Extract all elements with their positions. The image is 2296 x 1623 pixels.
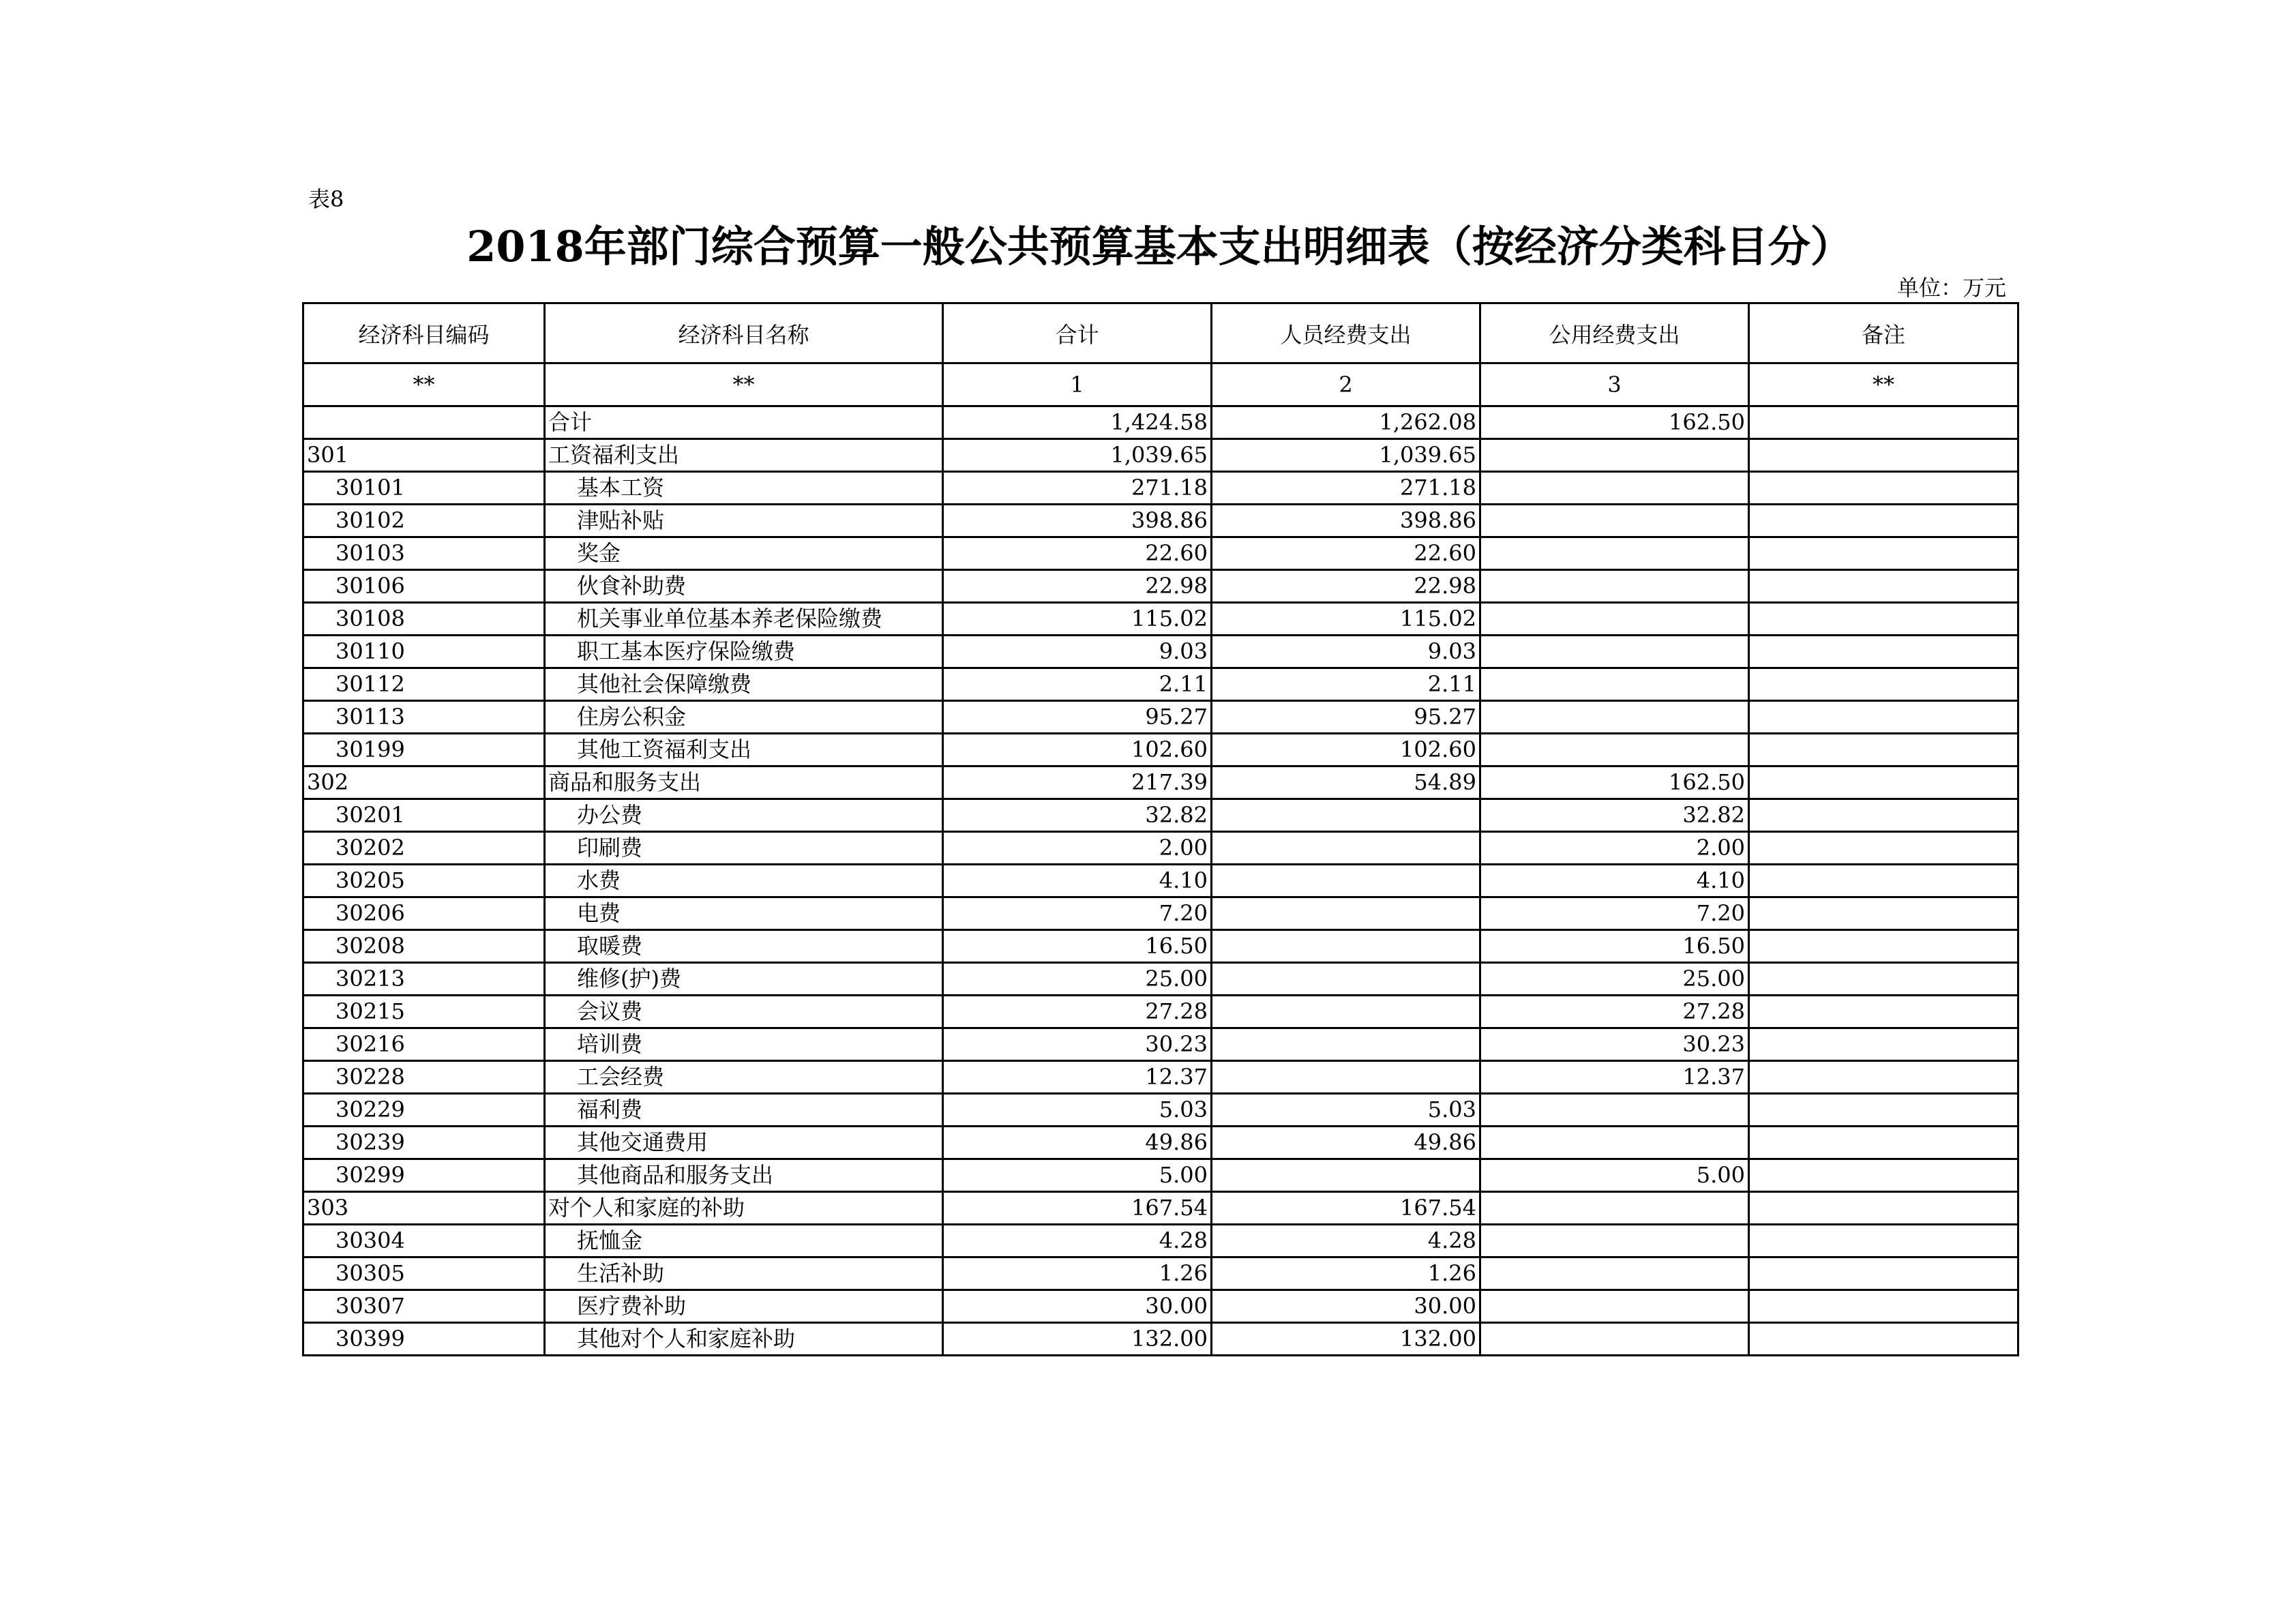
table-row [303,472,2018,505]
cell-name: 职工基本医疗保险缴费 [545,636,943,668]
cell-total: 2.11 [943,668,1212,701]
cell-public: 162.50 [1480,766,1749,799]
cell-name: 对个人和家庭的补助 [545,1192,943,1225]
cell-code: 30399 [303,1323,545,1356]
table-row [303,1028,2018,1061]
cell-code: 303 [303,1192,545,1225]
cell-code: 30202 [303,832,545,865]
cell-total: 4.28 [943,1225,1212,1257]
table-row [303,766,2018,799]
cell-note [1749,963,2018,996]
cell-public: 2.00 [1480,832,1749,865]
cell-name: 生活补助 [545,1257,943,1290]
cell-name: 工会经费 [545,1061,943,1094]
cell-total: 16.50 [943,930,1212,963]
cell-public [1480,1127,1749,1159]
cell-personnel: 54.89 [1212,766,1480,799]
cell-note [1749,1290,2018,1323]
table-row [303,1225,2018,1257]
cell-note [1749,1192,2018,1225]
cell-name: 电费 [545,897,943,930]
cell-public [1480,668,1749,701]
cell-code: 30304 [303,1225,545,1257]
cell-name: 机关事业单位基本养老保险缴费 [545,603,943,636]
cell-public [1480,472,1749,505]
column-header-total: 合计 [943,303,1212,363]
cell-name: 会议费 [545,996,943,1028]
cell-personnel: 30.00 [1212,1290,1480,1323]
cell-total: 1,424.58 [943,406,1212,439]
column-index-public: 3 [1480,363,1749,406]
cell-code: 30299 [303,1159,545,1192]
cell-note [1749,1159,2018,1192]
cell-total: 5.00 [943,1159,1212,1192]
cell-personnel [1212,1061,1480,1094]
cell-public [1480,537,1749,570]
cell-public: 16.50 [1480,930,1749,963]
cell-note [1749,832,2018,865]
cell-total: 5.03 [943,1094,1212,1127]
cell-personnel: 1,039.65 [1212,439,1480,472]
cell-public: 27.28 [1480,996,1749,1028]
cell-name: 维修(护)费 [545,963,943,996]
cell-code: 30305 [303,1257,545,1290]
table-row [303,865,2018,897]
column-header-name: 经济科目名称 [545,303,943,363]
cell-note [1749,636,2018,668]
table-row [303,439,2018,472]
cell-name: 取暖费 [545,930,943,963]
cell-public [1480,1290,1749,1323]
cell-personnel: 102.60 [1212,734,1480,766]
table-label: 表8 [308,186,344,212]
cell-personnel: 1,262.08 [1212,406,1480,439]
cell-personnel: 49.86 [1212,1127,1480,1159]
cell-name: 医疗费补助 [545,1290,943,1323]
unit-label: 单位：万元 [1896,275,2006,301]
cell-code: 30113 [303,701,545,734]
cell-note [1749,701,2018,734]
cell-note [1749,668,2018,701]
cell-total: 1.26 [943,1257,1212,1290]
cell-code: 30228 [303,1061,545,1094]
cell-personnel [1212,1028,1480,1061]
budget-table [302,302,2019,1356]
cell-code: 30206 [303,897,545,930]
cell-public [1480,1192,1749,1225]
table-row [303,897,2018,930]
cell-note [1749,996,2018,1028]
cell-note [1749,930,2018,963]
cell-name: 其他对个人和家庭补助 [545,1323,943,1356]
column-index-note: ** [1749,363,2018,406]
cell-public: 30.23 [1480,1028,1749,1061]
cell-total: 1,039.65 [943,439,1212,472]
cell-code: 302 [303,766,545,799]
cell-total: 30.23 [943,1028,1212,1061]
column-index-total: 1 [943,363,1212,406]
cell-name: 福利费 [545,1094,943,1127]
cell-total: 398.86 [943,505,1212,537]
cell-public [1480,603,1749,636]
cell-note [1749,734,2018,766]
cell-public [1480,734,1749,766]
table-row [303,1159,2018,1192]
cell-public: 4.10 [1480,865,1749,897]
cell-code: 30102 [303,505,545,537]
cell-public: 12.37 [1480,1061,1749,1094]
cell-note [1749,537,2018,570]
table-row [303,930,2018,963]
table-row [303,963,2018,996]
cell-note [1749,1061,2018,1094]
cell-public [1480,1094,1749,1127]
cell-total: 217.39 [943,766,1212,799]
cell-total: 22.98 [943,570,1212,603]
cell-name: 印刷费 [545,832,943,865]
cell-total: 32.82 [943,799,1212,832]
cell-total: 22.60 [943,537,1212,570]
cell-name: 其他工资福利支出 [545,734,943,766]
cell-code: 30103 [303,537,545,570]
cell-code: 30307 [303,1290,545,1323]
table-row [303,603,2018,636]
table-row [303,1127,2018,1159]
cell-personnel [1212,963,1480,996]
cell-public [1480,701,1749,734]
cell-code: 30213 [303,963,545,996]
cell-name: 伙食补助费 [545,570,943,603]
table-body [303,406,2018,1356]
cell-code: 30215 [303,996,545,1028]
cell-total: 4.10 [943,865,1212,897]
cell-code: 30239 [303,1127,545,1159]
cell-code: 30201 [303,799,545,832]
table-row [303,570,2018,603]
cell-personnel [1212,832,1480,865]
cell-total: 2.00 [943,832,1212,865]
cell-personnel: 271.18 [1212,472,1480,505]
table-row [303,799,2018,832]
cell-personnel: 132.00 [1212,1323,1480,1356]
cell-total: 25.00 [943,963,1212,996]
cell-public: 5.00 [1480,1159,1749,1192]
table-row [303,701,2018,734]
table-row [303,1192,2018,1225]
cell-note [1749,799,2018,832]
cell-code: 30205 [303,865,545,897]
column-header-code: 经济科目编码 [303,303,545,363]
cell-code: 30216 [303,1028,545,1061]
cell-personnel [1212,799,1480,832]
column-index-personnel: 2 [1212,363,1480,406]
cell-note [1749,865,2018,897]
cell-personnel: 115.02 [1212,603,1480,636]
cell-personnel: 1.26 [1212,1257,1480,1290]
cell-note [1749,570,2018,603]
cell-note [1749,1257,2018,1290]
cell-note [1749,1225,2018,1257]
cell-note [1749,406,2018,439]
cell-note [1749,1028,2018,1061]
column-header-personnel: 人员经费支出 [1212,303,1480,363]
cell-total: 115.02 [943,603,1212,636]
table-row [303,1290,2018,1323]
table-row [303,1257,2018,1290]
cell-note [1749,766,2018,799]
cell-name: 奖金 [545,537,943,570]
table-row [303,537,2018,570]
cell-personnel: 2.11 [1212,668,1480,701]
column-index-code: ** [303,363,545,406]
cell-personnel: 22.60 [1212,537,1480,570]
cell-total: 167.54 [943,1192,1212,1225]
cell-note [1749,603,2018,636]
cell-total: 7.20 [943,897,1212,930]
cell-public [1480,1323,1749,1356]
cell-note [1749,1127,2018,1159]
table-row [303,1094,2018,1127]
cell-code: 30208 [303,930,545,963]
table-row [303,406,2018,439]
cell-note [1749,1323,2018,1356]
cell-name: 办公费 [545,799,943,832]
table-row [303,668,2018,701]
cell-personnel [1212,930,1480,963]
cell-note [1749,472,2018,505]
cell-note [1749,505,2018,537]
cell-name: 基本工资 [545,472,943,505]
table-row [303,832,2018,865]
column-index-row [303,363,2018,406]
cell-name: 其他商品和服务支出 [545,1159,943,1192]
cell-name: 培训费 [545,1028,943,1061]
table-row [303,636,2018,668]
cell-public: 7.20 [1480,897,1749,930]
cell-code: 301 [303,439,545,472]
cell-code [303,406,545,439]
table-row [303,996,2018,1028]
cell-public: 162.50 [1480,406,1749,439]
cell-personnel [1212,1159,1480,1192]
cell-personnel: 4.28 [1212,1225,1480,1257]
cell-personnel [1212,897,1480,930]
cell-name: 水费 [545,865,943,897]
column-header-public: 公用经费支出 [1480,303,1749,363]
cell-name: 住房公积金 [545,701,943,734]
cell-name: 工资福利支出 [545,439,943,472]
cell-total: 102.60 [943,734,1212,766]
cell-name: 其他交通费用 [545,1127,943,1159]
cell-note [1749,439,2018,472]
cell-personnel: 9.03 [1212,636,1480,668]
cell-public [1480,1257,1749,1290]
cell-personnel [1212,996,1480,1028]
cell-public [1480,439,1749,472]
cell-personnel: 22.98 [1212,570,1480,603]
column-header-note: 备注 [1749,303,2018,363]
header-row [303,303,2018,363]
table-row [303,1323,2018,1356]
cell-total: 271.18 [943,472,1212,505]
cell-personnel: 398.86 [1212,505,1480,537]
cell-name: 合计 [545,406,943,439]
cell-public: 32.82 [1480,799,1749,832]
cell-code: 30108 [303,603,545,636]
cell-name: 商品和服务支出 [545,766,943,799]
cell-note [1749,1094,2018,1127]
page-title: 2018年部门综合预算一般公共预算基本支出明细表（按经济分类科目分） [466,222,1853,271]
table-row [303,505,2018,537]
cell-total: 95.27 [943,701,1212,734]
cell-code: 30112 [303,668,545,701]
cell-code: 30106 [303,570,545,603]
cell-total: 132.00 [943,1323,1212,1356]
cell-total: 27.28 [943,996,1212,1028]
cell-total: 30.00 [943,1290,1212,1323]
cell-public [1480,505,1749,537]
cell-note [1749,897,2018,930]
column-index-name: ** [545,363,943,406]
cell-public: 25.00 [1480,963,1749,996]
cell-total: 12.37 [943,1061,1212,1094]
cell-personnel: 95.27 [1212,701,1480,734]
cell-code: 30229 [303,1094,545,1127]
cell-personnel [1212,865,1480,897]
cell-total: 9.03 [943,636,1212,668]
cell-code: 30101 [303,472,545,505]
cell-code: 30199 [303,734,545,766]
table-row [303,734,2018,766]
cell-name: 抚恤金 [545,1225,943,1257]
cell-name: 津贴补贴 [545,505,943,537]
cell-public [1480,570,1749,603]
cell-name: 其他社会保障缴费 [545,668,943,701]
cell-personnel: 5.03 [1212,1094,1480,1127]
cell-personnel: 167.54 [1212,1192,1480,1225]
cell-code: 30110 [303,636,545,668]
cell-public [1480,636,1749,668]
cell-total: 49.86 [943,1127,1212,1159]
cell-public [1480,1225,1749,1257]
table-row [303,1061,2018,1094]
